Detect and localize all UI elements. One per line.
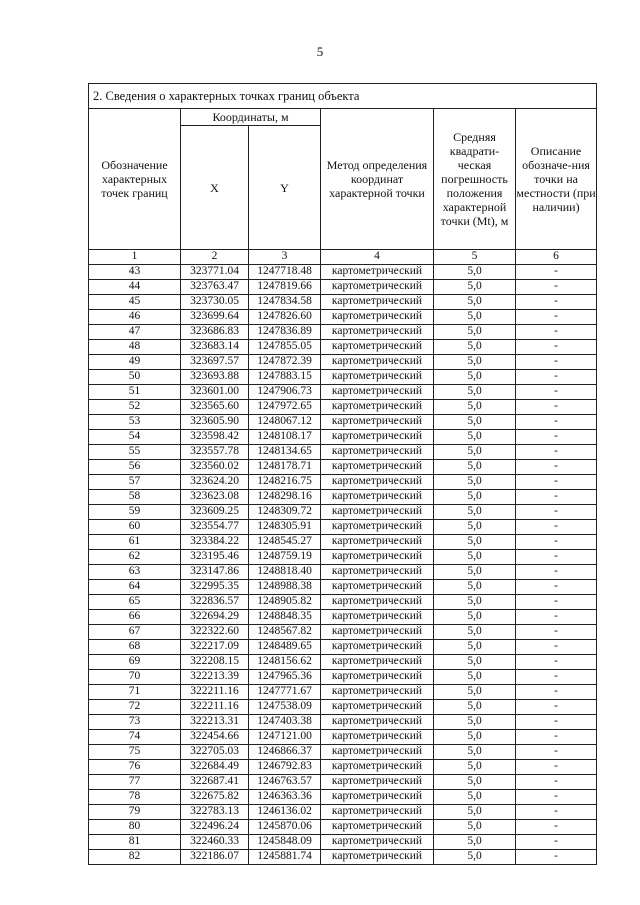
x-coordinate-cell: 322208.15 bbox=[181, 654, 249, 669]
error-cell: 5,0 bbox=[434, 789, 516, 804]
method-cell: картометрический bbox=[321, 819, 434, 834]
error-cell: 5,0 bbox=[434, 534, 516, 549]
x-coordinate-cell: 323763.47 bbox=[181, 279, 249, 294]
page-number: 5 bbox=[316, 44, 324, 59]
header-x: X bbox=[181, 126, 249, 250]
description-cell: - bbox=[516, 534, 597, 549]
x-coordinate-cell: 323771.04 bbox=[181, 264, 249, 279]
description-cell: - bbox=[516, 579, 597, 594]
error-cell: 5,0 bbox=[434, 714, 516, 729]
error-cell: 5,0 bbox=[434, 294, 516, 309]
table-row bbox=[89, 414, 597, 429]
point-id-cell: 48 bbox=[89, 339, 181, 354]
method-cell: картометрический bbox=[321, 354, 434, 369]
method-cell: картометрический bbox=[321, 639, 434, 654]
error-cell: 5,0 bbox=[434, 624, 516, 639]
point-id-cell: 65 bbox=[89, 594, 181, 609]
method-cell: картометрический bbox=[321, 399, 434, 414]
description-cell: - bbox=[516, 459, 597, 474]
y-coordinate-cell: 1247855.05 bbox=[249, 339, 321, 354]
x-coordinate-cell: 323605.90 bbox=[181, 414, 249, 429]
point-id-cell: 69 bbox=[89, 654, 181, 669]
method-cell: картометрический bbox=[321, 309, 434, 324]
x-coordinate-cell: 322211.16 bbox=[181, 684, 249, 699]
point-id-cell: 52 bbox=[89, 399, 181, 414]
y-coordinate-cell: 1247965.36 bbox=[249, 669, 321, 684]
method-cell: картометрический bbox=[321, 714, 434, 729]
boundary-points-table bbox=[88, 83, 597, 865]
description-cell: - bbox=[516, 309, 597, 324]
x-coordinate-cell: 322684.49 bbox=[181, 759, 249, 774]
error-cell: 5,0 bbox=[434, 804, 516, 819]
description-cell: - bbox=[516, 279, 597, 294]
point-id-cell: 62 bbox=[89, 549, 181, 564]
method-cell: картометрический bbox=[321, 579, 434, 594]
y-coordinate-cell: 1247883.15 bbox=[249, 369, 321, 384]
y-coordinate-cell: 1247819.66 bbox=[249, 279, 321, 294]
description-cell: - bbox=[516, 294, 597, 309]
description-cell: - bbox=[516, 609, 597, 624]
table-row bbox=[89, 624, 597, 639]
error-cell: 5,0 bbox=[434, 324, 516, 339]
y-coordinate-cell: 1248818.40 bbox=[249, 564, 321, 579]
description-cell: - bbox=[516, 729, 597, 744]
header-designation: Обозначение характерных точек границ bbox=[89, 109, 181, 250]
description-cell: - bbox=[516, 264, 597, 279]
method-cell: картометрический bbox=[321, 804, 434, 819]
method-cell: картометрический bbox=[321, 489, 434, 504]
y-coordinate-cell: 1246763.57 bbox=[249, 774, 321, 789]
method-cell: картометрический bbox=[321, 549, 434, 564]
error-cell: 5,0 bbox=[434, 594, 516, 609]
header-description: Описание обозначе-ния точки на местности (при наличии) bbox=[516, 109, 597, 250]
table-row bbox=[89, 834, 597, 849]
point-id-cell: 57 bbox=[89, 474, 181, 489]
method-cell: картометрический bbox=[321, 774, 434, 789]
table-row bbox=[89, 789, 597, 804]
x-coordinate-cell: 322213.39 bbox=[181, 669, 249, 684]
y-coordinate-cell: 1245881.74 bbox=[249, 849, 321, 864]
description-cell: - bbox=[516, 384, 597, 399]
error-cell: 5,0 bbox=[434, 354, 516, 369]
y-coordinate-cell: 1247872.39 bbox=[249, 354, 321, 369]
description-cell: - bbox=[516, 654, 597, 669]
y-coordinate-cell: 1247538.09 bbox=[249, 699, 321, 714]
column-number: 2 bbox=[181, 250, 249, 265]
y-coordinate-cell: 1248988.38 bbox=[249, 579, 321, 594]
header-y: Y bbox=[249, 126, 321, 250]
table-row bbox=[89, 819, 597, 834]
y-coordinate-cell: 1247718.48 bbox=[249, 264, 321, 279]
y-coordinate-cell: 1247834.58 bbox=[249, 294, 321, 309]
description-cell: - bbox=[516, 849, 597, 864]
description-cell: - bbox=[516, 804, 597, 819]
point-id-cell: 67 bbox=[89, 624, 181, 639]
table-row bbox=[89, 534, 597, 549]
point-id-cell: 46 bbox=[89, 309, 181, 324]
description-cell: - bbox=[516, 639, 597, 654]
method-cell: картометрический bbox=[321, 459, 434, 474]
error-cell: 5,0 bbox=[434, 369, 516, 384]
point-id-cell: 43 bbox=[89, 264, 181, 279]
description-cell: - bbox=[516, 324, 597, 339]
point-id-cell: 82 bbox=[89, 849, 181, 864]
error-cell: 5,0 bbox=[434, 309, 516, 324]
error-cell: 5,0 bbox=[434, 549, 516, 564]
x-coordinate-cell: 322836.57 bbox=[181, 594, 249, 609]
header-coordinates: Координаты, м bbox=[181, 109, 321, 126]
x-coordinate-cell: 323565.60 bbox=[181, 399, 249, 414]
y-coordinate-cell: 1248178.71 bbox=[249, 459, 321, 474]
table-row bbox=[89, 474, 597, 489]
point-id-cell: 78 bbox=[89, 789, 181, 804]
x-coordinate-cell: 322217.09 bbox=[181, 639, 249, 654]
table-caption: 2. Сведения о характерных точках границ объекта bbox=[89, 84, 597, 109]
y-coordinate-cell: 1247403.38 bbox=[249, 714, 321, 729]
x-coordinate-cell: 322496.24 bbox=[181, 819, 249, 834]
x-coordinate-cell: 322213.31 bbox=[181, 714, 249, 729]
error-cell: 5,0 bbox=[434, 684, 516, 699]
description-cell: - bbox=[516, 429, 597, 444]
method-cell: картометрический bbox=[321, 594, 434, 609]
description-cell: - bbox=[516, 504, 597, 519]
table-row bbox=[89, 459, 597, 474]
method-cell: картометрический bbox=[321, 789, 434, 804]
x-coordinate-cell: 323623.08 bbox=[181, 489, 249, 504]
point-id-cell: 80 bbox=[89, 819, 181, 834]
point-id-cell: 74 bbox=[89, 729, 181, 744]
x-coordinate-cell: 322675.82 bbox=[181, 789, 249, 804]
table-row bbox=[89, 609, 597, 624]
table-row bbox=[89, 339, 597, 354]
point-id-cell: 45 bbox=[89, 294, 181, 309]
table-row bbox=[89, 759, 597, 774]
description-cell: - bbox=[516, 669, 597, 684]
column-number: 1 bbox=[89, 250, 181, 265]
point-id-cell: 47 bbox=[89, 324, 181, 339]
x-coordinate-cell: 323609.25 bbox=[181, 504, 249, 519]
description-cell: - bbox=[516, 684, 597, 699]
method-cell: картометрический bbox=[321, 564, 434, 579]
column-number: 3 bbox=[249, 250, 321, 265]
point-id-cell: 54 bbox=[89, 429, 181, 444]
y-coordinate-cell: 1245848.09 bbox=[249, 834, 321, 849]
y-coordinate-cell: 1248156.62 bbox=[249, 654, 321, 669]
table-row bbox=[89, 429, 597, 444]
y-coordinate-cell: 1248067.12 bbox=[249, 414, 321, 429]
y-coordinate-cell: 1246136.02 bbox=[249, 804, 321, 819]
description-cell: - bbox=[516, 519, 597, 534]
table-row bbox=[89, 714, 597, 729]
method-cell: картометрический bbox=[321, 414, 434, 429]
x-coordinate-cell: 322995.35 bbox=[181, 579, 249, 594]
point-id-cell: 51 bbox=[89, 384, 181, 399]
header-method: Метод определения координат характерной точки bbox=[321, 109, 434, 250]
y-coordinate-cell: 1248216.75 bbox=[249, 474, 321, 489]
description-cell: - bbox=[516, 564, 597, 579]
table-row bbox=[89, 744, 597, 759]
y-coordinate-cell: 1246363.36 bbox=[249, 789, 321, 804]
error-cell: 5,0 bbox=[434, 669, 516, 684]
table-row bbox=[89, 519, 597, 534]
error-cell: 5,0 bbox=[434, 759, 516, 774]
description-cell: - bbox=[516, 774, 597, 789]
table-row bbox=[89, 369, 597, 384]
description-cell: - bbox=[516, 744, 597, 759]
point-id-cell: 70 bbox=[89, 669, 181, 684]
description-cell: - bbox=[516, 354, 597, 369]
point-id-cell: 73 bbox=[89, 714, 181, 729]
column-number: 6 bbox=[516, 250, 597, 265]
table-row bbox=[89, 699, 597, 714]
point-id-cell: 68 bbox=[89, 639, 181, 654]
description-cell: - bbox=[516, 699, 597, 714]
y-coordinate-cell: 1248298.16 bbox=[249, 489, 321, 504]
error-cell: 5,0 bbox=[434, 654, 516, 669]
point-id-cell: 76 bbox=[89, 759, 181, 774]
table-row bbox=[89, 489, 597, 504]
x-coordinate-cell: 322783.13 bbox=[181, 804, 249, 819]
method-cell: картометрический bbox=[321, 759, 434, 774]
table-row bbox=[89, 384, 597, 399]
method-cell: картометрический bbox=[321, 669, 434, 684]
x-coordinate-cell: 323147.86 bbox=[181, 564, 249, 579]
error-cell: 5,0 bbox=[434, 339, 516, 354]
point-id-cell: 60 bbox=[89, 519, 181, 534]
y-coordinate-cell: 1248848.35 bbox=[249, 609, 321, 624]
table-row bbox=[89, 579, 597, 594]
method-cell: картометрический bbox=[321, 744, 434, 759]
x-coordinate-cell: 323384.22 bbox=[181, 534, 249, 549]
table-row bbox=[89, 309, 597, 324]
table-row bbox=[89, 774, 597, 789]
method-cell: картометрический bbox=[321, 279, 434, 294]
method-cell: картометрический bbox=[321, 264, 434, 279]
table-row bbox=[89, 399, 597, 414]
table-row bbox=[89, 684, 597, 699]
y-coordinate-cell: 1247826.60 bbox=[249, 309, 321, 324]
table-row bbox=[89, 729, 597, 744]
x-coordinate-cell: 323730.05 bbox=[181, 294, 249, 309]
x-coordinate-cell: 323699.64 bbox=[181, 309, 249, 324]
y-coordinate-cell: 1248545.27 bbox=[249, 534, 321, 549]
y-coordinate-cell: 1247836.89 bbox=[249, 324, 321, 339]
error-cell: 5,0 bbox=[434, 729, 516, 744]
point-id-cell: 50 bbox=[89, 369, 181, 384]
table-row bbox=[89, 639, 597, 654]
column-number-row bbox=[89, 250, 597, 265]
column-number: 5 bbox=[434, 250, 516, 265]
point-id-cell: 75 bbox=[89, 744, 181, 759]
error-cell: 5,0 bbox=[434, 384, 516, 399]
error-cell: 5,0 bbox=[434, 474, 516, 489]
table-row bbox=[89, 594, 597, 609]
x-coordinate-cell: 323598.42 bbox=[181, 429, 249, 444]
description-cell: - bbox=[516, 624, 597, 639]
y-coordinate-cell: 1246792.83 bbox=[249, 759, 321, 774]
x-coordinate-cell: 322454.66 bbox=[181, 729, 249, 744]
error-cell: 5,0 bbox=[434, 519, 516, 534]
method-cell: картометрический bbox=[321, 654, 434, 669]
column-number: 4 bbox=[321, 250, 434, 265]
x-coordinate-cell: 322186.07 bbox=[181, 849, 249, 864]
header-error: Средняя квадрати-ческая погрешность положения характерной точки (Mt), м bbox=[434, 109, 516, 250]
error-cell: 5,0 bbox=[434, 264, 516, 279]
error-cell: 5,0 bbox=[434, 834, 516, 849]
x-coordinate-cell: 322694.29 bbox=[181, 609, 249, 624]
point-id-cell: 59 bbox=[89, 504, 181, 519]
error-cell: 5,0 bbox=[434, 429, 516, 444]
table-row bbox=[89, 669, 597, 684]
error-cell: 5,0 bbox=[434, 774, 516, 789]
description-cell: - bbox=[516, 444, 597, 459]
method-cell: картометрический bbox=[321, 444, 434, 459]
y-coordinate-cell: 1248108.17 bbox=[249, 429, 321, 444]
y-coordinate-cell: 1246866.37 bbox=[249, 744, 321, 759]
table-row bbox=[89, 849, 597, 864]
point-id-cell: 71 bbox=[89, 684, 181, 699]
error-cell: 5,0 bbox=[434, 459, 516, 474]
method-cell: картометрический bbox=[321, 699, 434, 714]
x-coordinate-cell: 323683.14 bbox=[181, 339, 249, 354]
y-coordinate-cell: 1248905.82 bbox=[249, 594, 321, 609]
error-cell: 5,0 bbox=[434, 699, 516, 714]
table-row bbox=[89, 564, 597, 579]
y-coordinate-cell: 1247771.67 bbox=[249, 684, 321, 699]
x-coordinate-cell: 323560.02 bbox=[181, 459, 249, 474]
description-cell: - bbox=[516, 714, 597, 729]
description-cell: - bbox=[516, 549, 597, 564]
point-id-cell: 53 bbox=[89, 414, 181, 429]
error-cell: 5,0 bbox=[434, 444, 516, 459]
description-cell: - bbox=[516, 399, 597, 414]
x-coordinate-cell: 323557.78 bbox=[181, 444, 249, 459]
error-cell: 5,0 bbox=[434, 399, 516, 414]
description-cell: - bbox=[516, 414, 597, 429]
y-coordinate-cell: 1247121.00 bbox=[249, 729, 321, 744]
table-row bbox=[89, 279, 597, 294]
method-cell: картометрический bbox=[321, 324, 434, 339]
method-cell: картометрический bbox=[321, 609, 434, 624]
description-cell: - bbox=[516, 369, 597, 384]
description-cell: - bbox=[516, 594, 597, 609]
y-coordinate-cell: 1248759.19 bbox=[249, 549, 321, 564]
method-cell: картометрический bbox=[321, 849, 434, 864]
header-row-1 bbox=[89, 109, 597, 126]
error-cell: 5,0 bbox=[434, 279, 516, 294]
table-caption-row bbox=[89, 84, 597, 109]
error-cell: 5,0 bbox=[434, 609, 516, 624]
x-coordinate-cell: 322211.16 bbox=[181, 699, 249, 714]
point-id-cell: 81 bbox=[89, 834, 181, 849]
method-cell: картометрический bbox=[321, 519, 434, 534]
table-row bbox=[89, 654, 597, 669]
description-cell: - bbox=[516, 789, 597, 804]
y-coordinate-cell: 1247906.73 bbox=[249, 384, 321, 399]
table-row bbox=[89, 504, 597, 519]
error-cell: 5,0 bbox=[434, 849, 516, 864]
method-cell: картометрический bbox=[321, 384, 434, 399]
method-cell: картометрический bbox=[321, 534, 434, 549]
point-id-cell: 66 bbox=[89, 609, 181, 624]
table-row bbox=[89, 549, 597, 564]
point-id-cell: 64 bbox=[89, 579, 181, 594]
table-row bbox=[89, 264, 597, 279]
table-row bbox=[89, 444, 597, 459]
method-cell: картометрический bbox=[321, 369, 434, 384]
error-cell: 5,0 bbox=[434, 639, 516, 654]
description-cell: - bbox=[516, 819, 597, 834]
x-coordinate-cell: 323195.46 bbox=[181, 549, 249, 564]
table-row bbox=[89, 294, 597, 309]
point-id-cell: 79 bbox=[89, 804, 181, 819]
x-coordinate-cell: 322322.60 bbox=[181, 624, 249, 639]
table-row bbox=[89, 354, 597, 369]
table-row bbox=[89, 324, 597, 339]
error-cell: 5,0 bbox=[434, 579, 516, 594]
method-cell: картометрический bbox=[321, 474, 434, 489]
point-id-cell: 72 bbox=[89, 699, 181, 714]
x-coordinate-cell: 323686.83 bbox=[181, 324, 249, 339]
x-coordinate-cell: 323693.88 bbox=[181, 369, 249, 384]
error-cell: 5,0 bbox=[434, 819, 516, 834]
error-cell: 5,0 bbox=[434, 489, 516, 504]
error-cell: 5,0 bbox=[434, 504, 516, 519]
method-cell: картометрический bbox=[321, 834, 434, 849]
point-id-cell: 61 bbox=[89, 534, 181, 549]
x-coordinate-cell: 322687.41 bbox=[181, 774, 249, 789]
description-cell: - bbox=[516, 759, 597, 774]
point-id-cell: 77 bbox=[89, 774, 181, 789]
method-cell: картометрический bbox=[321, 429, 434, 444]
error-cell: 5,0 bbox=[434, 744, 516, 759]
x-coordinate-cell: 323601.00 bbox=[181, 384, 249, 399]
x-coordinate-cell: 323554.77 bbox=[181, 519, 249, 534]
error-cell: 5,0 bbox=[434, 564, 516, 579]
x-coordinate-cell: 322460.33 bbox=[181, 834, 249, 849]
method-cell: картометрический bbox=[321, 624, 434, 639]
y-coordinate-cell: 1248134.65 bbox=[249, 444, 321, 459]
method-cell: картометрический bbox=[321, 729, 434, 744]
description-cell: - bbox=[516, 834, 597, 849]
y-coordinate-cell: 1245870.06 bbox=[249, 819, 321, 834]
point-id-cell: 56 bbox=[89, 459, 181, 474]
method-cell: картометрический bbox=[321, 504, 434, 519]
point-id-cell: 63 bbox=[89, 564, 181, 579]
description-cell: - bbox=[516, 489, 597, 504]
point-id-cell: 49 bbox=[89, 354, 181, 369]
y-coordinate-cell: 1248305.91 bbox=[249, 519, 321, 534]
error-cell: 5,0 bbox=[434, 414, 516, 429]
method-cell: картометрический bbox=[321, 294, 434, 309]
y-coordinate-cell: 1248309.72 bbox=[249, 504, 321, 519]
y-coordinate-cell: 1248567.82 bbox=[249, 624, 321, 639]
description-cell: - bbox=[516, 339, 597, 354]
method-cell: картометрический bbox=[321, 684, 434, 699]
y-coordinate-cell: 1247972.65 bbox=[249, 399, 321, 414]
x-coordinate-cell: 323697.57 bbox=[181, 354, 249, 369]
point-id-cell: 44 bbox=[89, 279, 181, 294]
y-coordinate-cell: 1248489.65 bbox=[249, 639, 321, 654]
point-id-cell: 58 bbox=[89, 489, 181, 504]
x-coordinate-cell: 322705.03 bbox=[181, 744, 249, 759]
x-coordinate-cell: 323624.20 bbox=[181, 474, 249, 489]
point-id-cell: 55 bbox=[89, 444, 181, 459]
description-cell: - bbox=[516, 474, 597, 489]
table-row bbox=[89, 804, 597, 819]
method-cell: картометрический bbox=[321, 339, 434, 354]
